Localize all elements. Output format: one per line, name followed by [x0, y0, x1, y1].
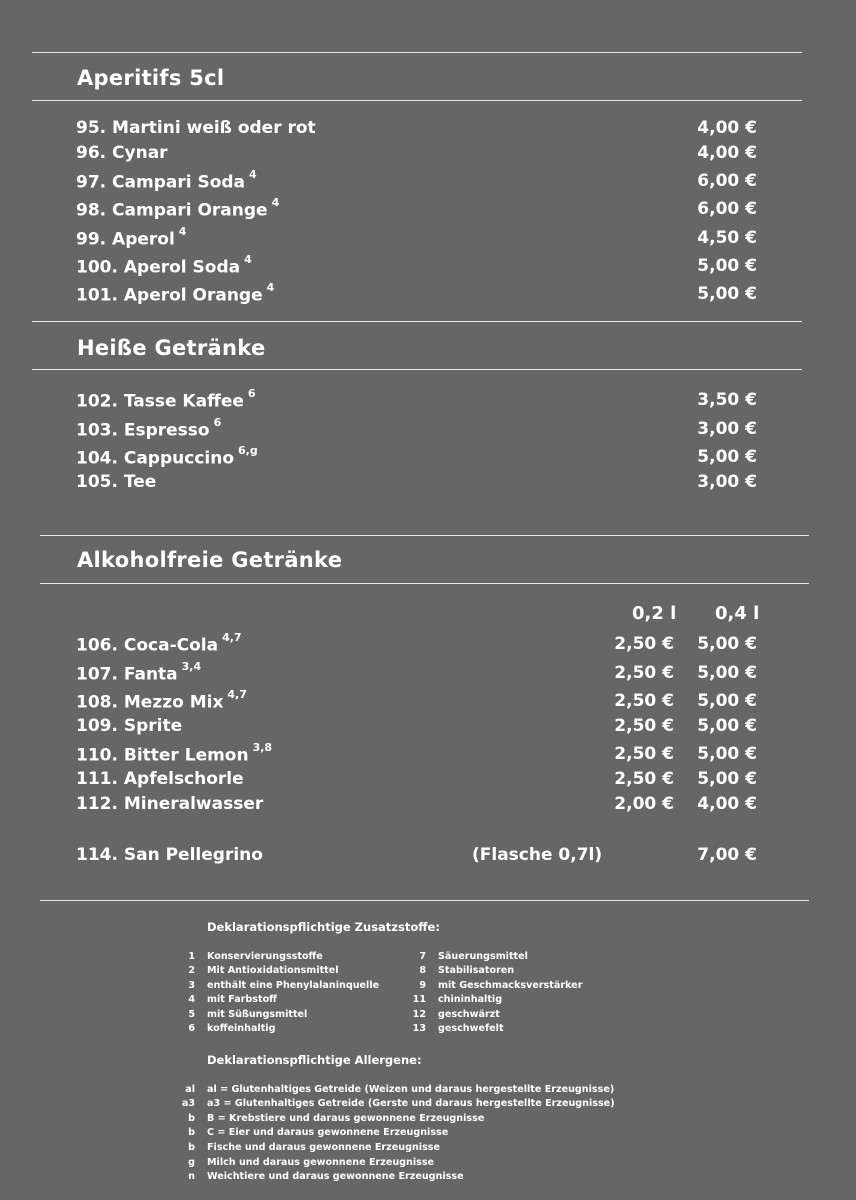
- item-name: 112. Mineralwasser: [76, 794, 264, 814]
- allergen-entry: n Weichtiere und daraus gewonnene Erzeugnisse: [188, 1171, 464, 1182]
- divider: [32, 100, 802, 101]
- item-price-large: 5,00 €: [697, 769, 757, 789]
- divider: [32, 52, 802, 53]
- item-price: 5,00 €: [697, 447, 757, 467]
- additive-footnote: 3,4: [181, 660, 202, 673]
- item-price-large: 4,00 €: [697, 794, 757, 814]
- additive-entry: 7 Säuerungsmittel: [419, 951, 528, 962]
- additive-footnote: 4: [178, 225, 187, 238]
- item-name: 102. Tasse Kaffee $^6$: [76, 387, 256, 412]
- menu-item: [76, 253, 766, 282]
- additive-footnote: 6: [247, 387, 256, 400]
- item-price: 6,00 €: [697, 199, 757, 219]
- item-price-small: 2,50 €: [614, 634, 674, 654]
- item-price-small: 2,50 €: [614, 716, 674, 736]
- item-price: 7,00 €: [697, 845, 757, 865]
- item-price-large: 5,00 €: [697, 691, 757, 711]
- additive-entry: 1 Konservierungsstoffe: [188, 951, 323, 962]
- additive-footnote: 4,7: [227, 688, 247, 701]
- item-price: 6,00 €: [697, 171, 757, 191]
- additive-footnote: 6: [213, 416, 222, 429]
- item-price: 4,00 €: [697, 118, 757, 138]
- allergen-entry: g Milch und daraus gewonnene Erzeugnisse: [188, 1157, 435, 1168]
- item-price-large: 5,00 €: [697, 744, 757, 764]
- item-name: 98. Campari Orange $^4$: [76, 196, 280, 221]
- item-name: 111. Apfelschorle: [76, 769, 244, 789]
- additive-entry: 2 Mit Antioxidationsmittel: [188, 965, 339, 976]
- menu-item: [76, 118, 766, 144]
- item-price-small: 2,00 €: [614, 794, 674, 814]
- item-name: 97. Campari Soda $^4$: [76, 168, 257, 193]
- additive-entry: 3 enthält eine Phenylalaninquelle: [188, 980, 380, 991]
- menu-item: [76, 225, 766, 254]
- section-title-aperitifs: Aperitifs 5cl: [77, 66, 225, 90]
- divider: [40, 583, 809, 584]
- menu-item: [76, 741, 766, 770]
- item-price: 4,50 €: [697, 228, 757, 248]
- menu-item: [76, 168, 766, 197]
- additive-entry: 9 mit Geschmacksverstärker: [419, 980, 583, 991]
- divider: [32, 321, 802, 322]
- item-price-small: 2,50 €: [614, 769, 674, 789]
- menu-item: [76, 660, 766, 689]
- section-title-soft-drinks: Alkoholfreie Getränke: [77, 548, 343, 572]
- menu-item: [76, 143, 766, 169]
- additive-entry: 13 geschwefelt: [412, 1023, 504, 1034]
- menu-item: [76, 416, 766, 445]
- allergen-entry: b Fische und daraus gewonnene Erzeugnisse: [188, 1142, 440, 1153]
- additive-footnote: 6,g: [238, 444, 258, 457]
- divider: [40, 535, 809, 536]
- item-name: 108. Mezzo Mix $^{4,7}$: [76, 688, 247, 713]
- additive-footnote: 4: [249, 168, 257, 181]
- additive-footnote: 4,7: [222, 631, 242, 644]
- item-name: 104. Cappuccino $^{6,g}$: [76, 444, 258, 469]
- allergen-entry: a3 a3 = Glutenhaltiges Getreide (Gerste und daraus hergestellte Erzeugnisse): [181, 1098, 615, 1109]
- item-name: 96. Cynar: [76, 143, 168, 163]
- additive-footnote: 4: [271, 196, 280, 209]
- item-name: 110. Bitter Lemon $^{3,8}$: [76, 741, 273, 766]
- additive-entry: 12 geschwärzt: [412, 1009, 500, 1020]
- item-price-large: 5,00 €: [697, 634, 757, 654]
- item-price-small: 2,50 €: [614, 663, 674, 683]
- section-title-hot-drinks: Heiße Getränke: [77, 336, 266, 360]
- item-price: 5,00 €: [697, 284, 757, 304]
- item-name: 105. Tee: [76, 472, 157, 492]
- allergens-title: Deklarationspflichtige Allergene:: [207, 1053, 422, 1067]
- menu-item: [76, 688, 766, 717]
- item-price: 3,50 €: [697, 390, 757, 410]
- item-name: 114. San Pellegrino: [76, 845, 263, 865]
- menu-item: [76, 281, 766, 310]
- item-name: 103. Espresso $^6$: [76, 416, 222, 441]
- item-name: 95. Martini weiß oder rot: [76, 118, 316, 138]
- additive-entry: 4 mit Farbstoff: [188, 994, 277, 1005]
- item-price-large: 5,00 €: [697, 663, 757, 683]
- item-name: 99. Aperol $^4$: [76, 225, 187, 250]
- item-name: 107. Fanta $^{3,4}$: [76, 660, 202, 685]
- menu-item: [76, 769, 766, 795]
- item-price-small: 2,50 €: [614, 744, 674, 764]
- menu-item: [76, 444, 766, 473]
- additive-entry: 11 chininhaltig: [412, 994, 503, 1005]
- item-note: (Flasche 0,7l): [472, 845, 603, 865]
- menu-item: [76, 716, 766, 742]
- allergen-entry: b C = Eier und daraus gewonnene Erzeugnisse: [188, 1127, 449, 1138]
- divider: [40, 900, 809, 901]
- allergen-entry: b B = Krebstiere und daraus gewonnene Erzeugnisse: [188, 1113, 485, 1124]
- divider: [32, 369, 802, 370]
- item-name: 100. Aperol Soda $^4$: [76, 253, 252, 278]
- menu-item: [76, 387, 766, 416]
- additive-footnote: 4: [244, 253, 252, 266]
- menu-item: [76, 631, 766, 660]
- additive-entry: 5 mit Süßungsmittel: [188, 1009, 308, 1020]
- menu-item: [76, 794, 766, 820]
- menu-item: [76, 472, 766, 498]
- additive-footnote: 3,8: [252, 741, 273, 754]
- additive-entry: 6 koffeinhaltig: [188, 1023, 276, 1034]
- item-name: 101. Aperol Orange $^4$: [76, 281, 275, 306]
- item-price: 3,00 €: [697, 472, 757, 492]
- item-price: 5,00 €: [697, 256, 757, 276]
- item-price-small: 2,50 €: [614, 691, 674, 711]
- menu-item: [76, 196, 766, 225]
- additive-footnote: 4: [266, 281, 275, 294]
- column-header-large: 0,4 l: [715, 603, 760, 624]
- column-header-small: 0,2 l: [632, 603, 677, 624]
- additive-entry: 8 Stabilisatoren: [419, 965, 515, 976]
- allergen-entry: al al = Glutenhaltiges Getreide (Weizen und daraus hergestellte Erzeugnisse): [185, 1084, 615, 1095]
- item-price: 4,00 €: [697, 143, 757, 163]
- item-name: 106. Coca-Cola $^{4,7}$: [76, 631, 242, 656]
- additives-title: Deklarationspflichtige Zusatzstoffe:: [207, 920, 440, 934]
- item-price-large: 5,00 €: [697, 716, 757, 736]
- item-price: 3,00 €: [697, 419, 757, 439]
- menu-item: [76, 845, 766, 871]
- item-name: 109. Sprite: [76, 716, 183, 736]
